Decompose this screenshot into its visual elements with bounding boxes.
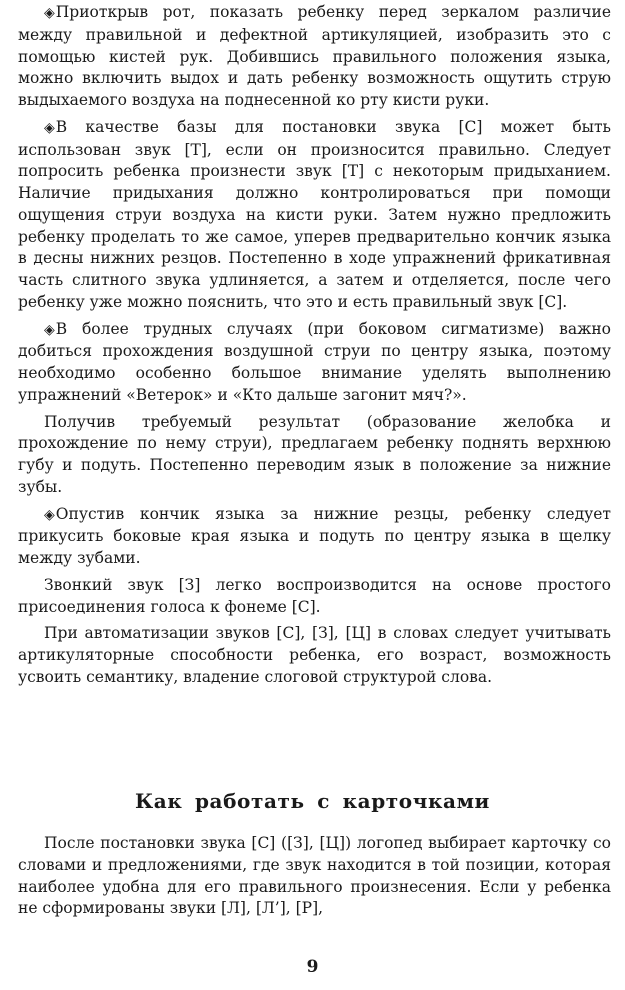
section-text — [18, 833, 611, 920]
paragraph-7: При автоматизации звуков [С], [З], [Ц] в словах следует учитывать артикуляторные способности ребенка, его возраст, возможность усвоить семантику, владение слоговой структурой слова. — [18, 624, 611, 686]
paragraph-6: Звонкий звук [З] легко воспроизводится на основе простого присоединения голоса к фонеме [С]. — [18, 575, 611, 616]
section-heading: Как работать с карточками — [135, 789, 490, 813]
body-text — [18, 2, 611, 689]
diamond-bullet-icon: ◈ — [44, 5, 55, 21]
paragraph-1: ◈Приоткрыв рот, показать ребенку перед зеркалом различие между правильной и дефектной артикуляцией, изобразить это с помощью кистей рук. Добившись правильного положения языка, можно включить выдох и дать ребенку возможность ощутить струю выдыхаемого воздуха на поднесенной ко рту кисти руки. — [18, 3, 611, 109]
paragraph-4: Получив требуемый результат (образование желобка и прохождение по нему струи), предлагаем ребенку поднять верхнюю губу и подуть. Постепенно переводим язык в положение за нижние зубы. — [18, 412, 611, 496]
section-paragraph: После постановки звука [С] ([З], [Ц]) логопед выбирает карточку со словами и предложениями, где звук находится в той позиции, которая наиболее удобна для его правильного произнесения. Если у ребенка не сформированы звуки [Л], [Л’], [Р], — [18, 834, 611, 918]
page-number: 9 — [306, 957, 319, 977]
diamond-bullet-icon: ◈ — [44, 321, 55, 338]
paragraph-3: ◈В более трудных случаях (при боковом сигматизме) важно добиться прохождения воздушной струи по центру языка, поэтому необходимо особенно большое внимание уделять выполнению упражнений «Ветерок» и «Кто дальше загонит мяч?». — [18, 319, 611, 404]
paragraph-2: ◈В качестве базы для постановки звука [С] может быть использован звук [Т], если он произносится правильно. Следует попросить ребенка произнести звук [Т] с некоторым придыханием. Наличие придыхания должно контролироваться при помощи ощущения струи воздуха на кисти руки. Затем нужно предложить ребенку проделать то же самое, уперев предварительно кончик языка в десны нижних резцов. Постепенно в ходе упражнений фрикативная часть слитного звука удлиняется, а затем и отделяется, после чего ребенку уже можно пояснить, что это и есть правильный звук [С]. — [18, 117, 611, 311]
diamond-bullet-icon: ◈ — [44, 506, 55, 523]
paragraph-5: ◈Опустив кончик языка за нижние резцы, ребенку следует прикусить боковые края языка и подуть по центру языка в щелку между зубами. — [18, 504, 611, 567]
diamond-bullet-icon: ◈ — [44, 119, 55, 136]
